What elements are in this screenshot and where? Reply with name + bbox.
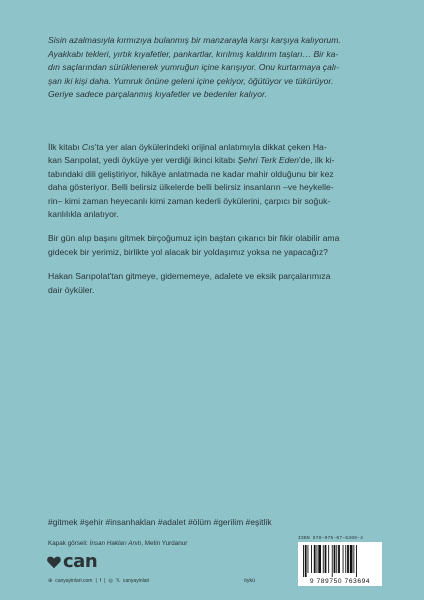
barcode-bar — [305, 545, 307, 577]
social-handle[interactable]: canyayinlari — [122, 578, 150, 584]
publisher-footer — [48, 578, 149, 584]
barcode-bar — [325, 545, 327, 573]
text-span: 'de, ilk ki- — [298, 155, 335, 166]
heart-icon — [46, 554, 62, 570]
hashtags: #gitmek #şehir #insanhaklan #adalet #ölüm #gerilim #eşitlik — [48, 517, 272, 527]
barcode-bar — [336, 545, 337, 573]
intro-line: dın saçlarından sürüklenerek yumruğun içine karışıyor. Onu kurtarmaya çalı- — [48, 62, 340, 73]
text-span: İlk kitabı — [48, 142, 82, 152]
intro-excerpt — [48, 34, 388, 102]
barcode-bar — [308, 545, 309, 573]
text-span: dair öyküler. — [48, 284, 95, 295]
instagram-icon[interactable]: ◎ — [108, 578, 113, 584]
text-span: gidecek bir yerimiz, birlikte yol alacak bir yoldaşımız yoksa ne yapacağız? — [48, 246, 328, 257]
website-link[interactable]: canyayinlari.com — [55, 578, 93, 584]
globe-icon: ⊕ — [48, 578, 53, 584]
text-span: Hakan Sarıpolat'tan gitmeye, gidememeye, adalete ve eksik parçalarımıza — [48, 271, 331, 282]
barcode-bar — [334, 545, 336, 573]
x-icon[interactable]: 𝕏 — [115, 578, 120, 584]
barcode-bar — [328, 545, 329, 573]
barcode-bar — [303, 545, 304, 577]
intro-line: Ayakkabı tekleri, yırtık kıyafetler, pankartlar, kırılmış kaldırım taşları… Bir ka- — [48, 48, 339, 59]
barcode-bar — [347, 545, 349, 573]
barcode-bars — [303, 545, 377, 577]
barcode-bar — [318, 545, 321, 573]
barcode — [298, 542, 382, 586]
barcode-bar — [338, 545, 340, 573]
barcode-bar — [332, 545, 333, 577]
credit-label: Kapak görseli: — [48, 540, 90, 547]
barcode-bar — [343, 545, 344, 573]
barcode-bar — [323, 545, 324, 573]
book-title: Şehri Terk Eden — [237, 155, 299, 166]
text-span: 'ta yer alan öykülerindeki orijinal anlatımıyla dikkat çeken Ha- — [94, 142, 327, 152]
intro-line: şan iki kişi daha. Yumruk önüne geleni içine çekiyor, öğütüyor ve tükürüyor. — [48, 75, 334, 86]
text-span: tabındaki dili geliştiriyor, hikâye anlatmada ne kadar mahir olduğunu bir kez — [48, 168, 334, 179]
text-span: daha gösteriyor. Belli belirsiz ülkelerde belli belirsiz insanların –ve heykelle- — [48, 182, 334, 193]
barcode-bar — [345, 545, 346, 573]
credit-work: İnsan Hakları Anıtı — [89, 540, 142, 547]
book-description — [48, 141, 388, 308]
cover-image-credit — [48, 540, 187, 547]
barcode-bar — [353, 545, 354, 573]
text-span: rin– kimi zaman heyecanlı kimi zaman kederli öykülerini, çarpıcı bir soğuk- — [48, 195, 331, 206]
barcode-bar — [356, 545, 357, 577]
publisher-name: can — [63, 551, 98, 572]
barcode-bar — [311, 545, 312, 573]
facebook-icon[interactable]: f — [99, 578, 102, 584]
description-paragraph-2 — [48, 232, 388, 259]
description-paragraph-3 — [48, 270, 388, 297]
text-span: kan Sarıpolat, yedi öyküye yer verdiği ikinci kitabı — [48, 155, 238, 166]
text-span: Bir gün alıp başını gitmek birçoğumuz için baştan çıkarıcı bir fikir olabilir ama — [48, 233, 340, 244]
barcode-bar — [314, 545, 316, 573]
isbn-block — [298, 536, 382, 586]
intro-line: Geriye sadece parçalanmış kıyafetler ve bedenler kalıyor. — [48, 89, 267, 100]
separator: | — [104, 578, 106, 584]
description-paragraph-1 — [48, 141, 388, 221]
barcode-number: 9 789750 763694 — [309, 578, 371, 585]
genre-label: öykü — [244, 578, 255, 584]
barcode-bar — [317, 545, 318, 573]
barcode-bar — [350, 545, 353, 573]
credit-artist: , Metin Yurdanur — [141, 540, 188, 547]
isbn-text: ISBN 978-975-07-6369-4 — [298, 536, 364, 541]
separator: | — [95, 578, 97, 584]
first-book-title: Cıs — [81, 142, 95, 152]
intro-line: Sisin azalmasıyla kırmızıya bulanmış bir manzarayla karşı karşıya kalıyorum. — [48, 35, 341, 45]
text-span: kanlılıkla anlatıyor. — [48, 209, 119, 220]
publisher-logo — [46, 553, 97, 571]
